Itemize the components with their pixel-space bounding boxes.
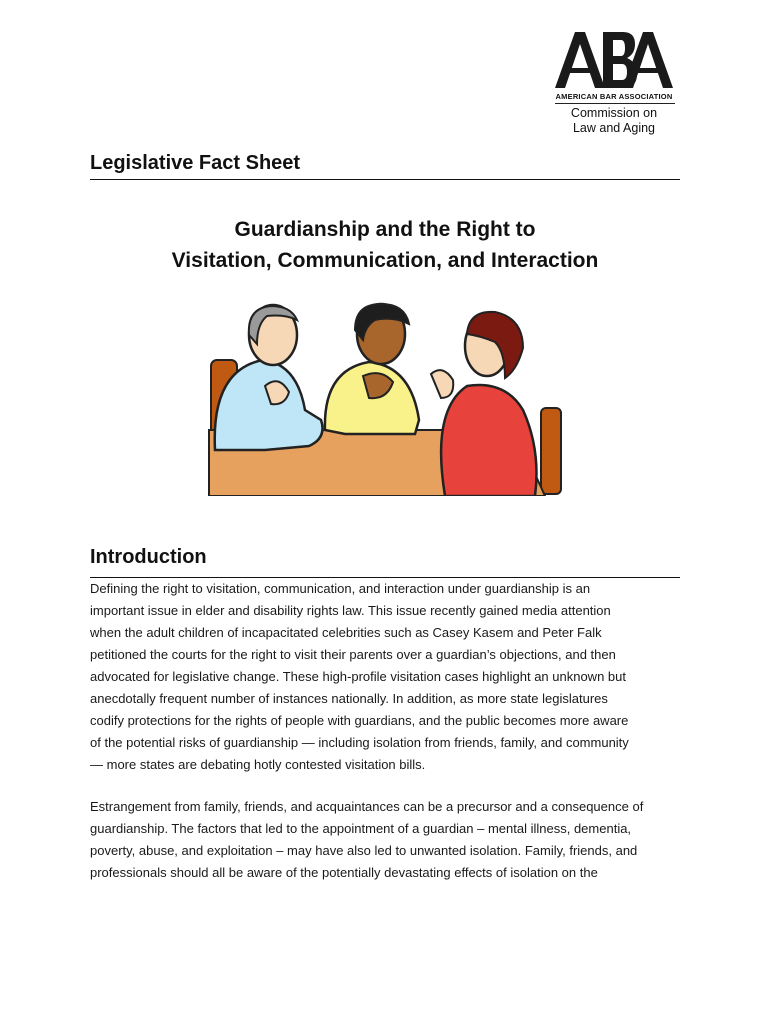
paragraph-line: anecdotally frequent number of instances nationally. In addition, as more state legislatures [90, 691, 608, 706]
paragraph-line: Defining the right to visitation, communication, and interaction under guardianship is an [90, 581, 591, 596]
paragraph-line: important issue in elder and disability rights law. This issue recently gained media attention [90, 603, 611, 618]
paragraph-line: of the potential risks of guardianship — including isolation from friends, family, and community [90, 735, 629, 750]
meeting-illustration [205, 300, 565, 496]
introduction-paragraph-1 [90, 578, 680, 776]
logo-commission-line2: Law and Aging [572, 121, 655, 135]
paragraph-line: Estrangement from family, friends, and acquaintances can be a precursor and a consequence of [90, 799, 644, 814]
header-divider [90, 179, 680, 180]
fact-sheet-title: Legislative Fact Sheet [90, 152, 301, 174]
logo-commission-line1: Commission on [570, 106, 658, 120]
paragraph-line: — more states are debating hotly contested visitation bills. [90, 757, 426, 772]
document-title [90, 214, 680, 276]
paragraph-line: petitioned the courts for the right to visit their parents over a guardian’s objections, and then [90, 647, 616, 662]
logo-commission [549, 106, 679, 136]
logo-divider [555, 103, 675, 104]
paragraph-line: codify protections for the rights of people with guardians, and the public becomes more aware [90, 713, 629, 728]
logo-organization-name: AMERICAN BAR ASSOCIATION [555, 92, 673, 101]
paragraph-line: poverty, abuse, and exploitation – may have also led to unwanted isolation. Family, friends, and [90, 843, 638, 858]
introduction-paragraph-2 [90, 796, 680, 884]
document-title-line2: Visitation, Communication, and Interaction [171, 249, 599, 272]
document-title-line1: Guardianship and the Right to [234, 218, 536, 241]
aba-logo-mark [553, 30, 675, 90]
aba-logo [549, 30, 679, 140]
paragraph-line: advocated for legislative change. These high-profile visitation cases highlight an unknown but [90, 669, 626, 684]
paragraph-line: guardianship. The factors that led to the appointment of a guardian – mental illness, dementia, [90, 821, 632, 836]
introduction-heading: Introduction [90, 546, 207, 568]
paragraph-line: when the adult children of incapacitated celebrities such as Casey Kasem and Peter Falk [90, 625, 602, 640]
paragraph-line: professionals should all be aware of the potentially devastating effects of isolation on the [90, 865, 598, 880]
